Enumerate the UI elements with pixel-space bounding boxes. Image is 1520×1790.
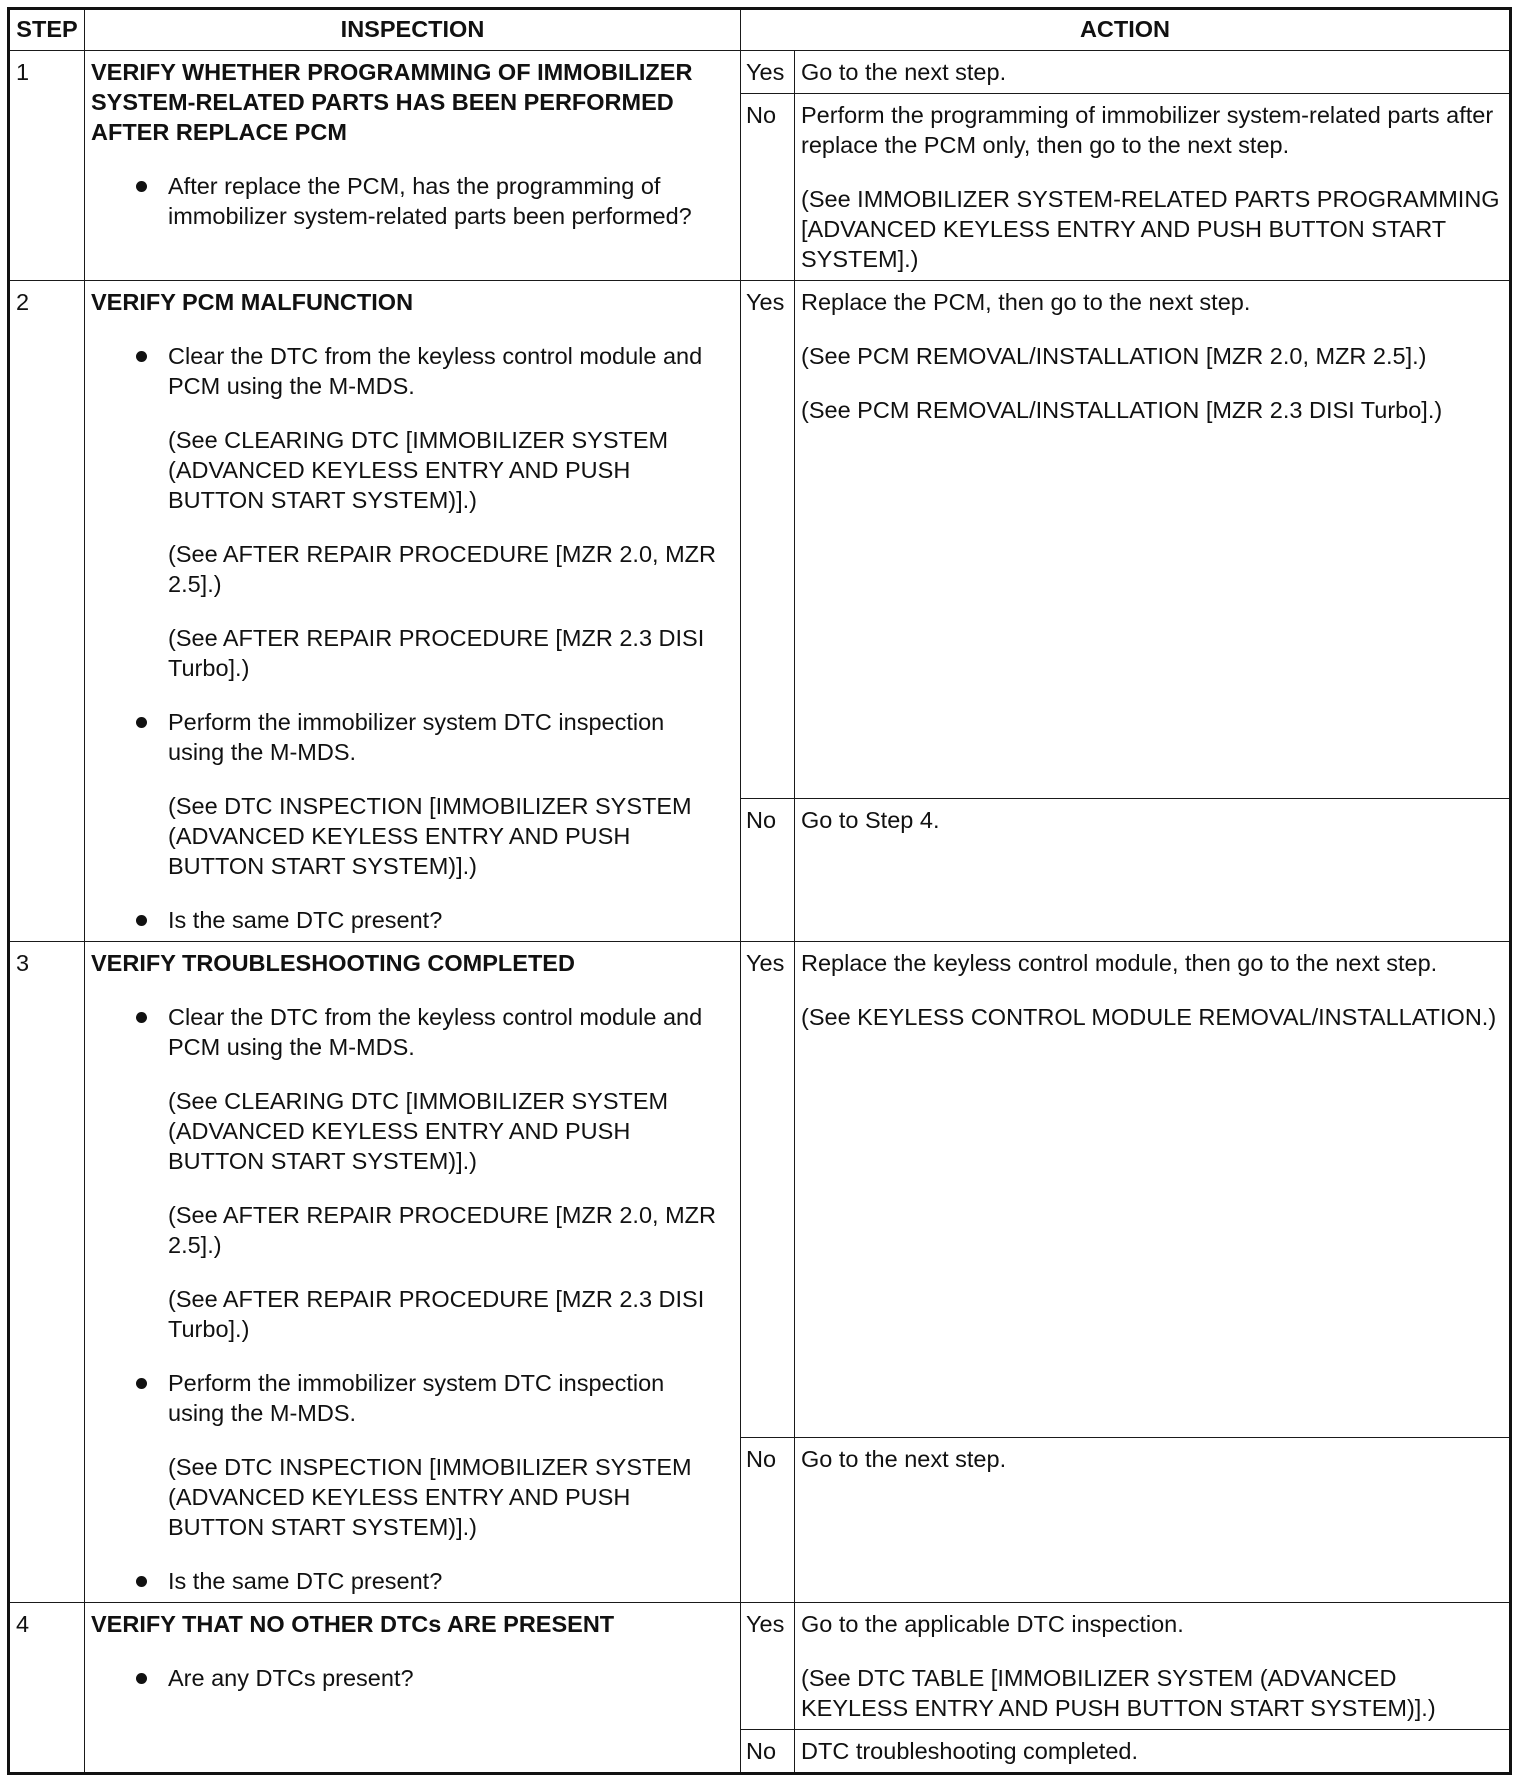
bullet-icon [136, 181, 147, 192]
step-number: 2 [9, 281, 85, 942]
inspection-item [91, 1663, 734, 1693]
inspection-item [91, 171, 734, 231]
action-text: Replace the keyless control module, then go to the next step. [801, 950, 1438, 976]
inspection-item [91, 1368, 734, 1428]
no-label: No [741, 1438, 795, 1603]
inspection-title: VERIFY WHETHER PROGRAMMING OF IMMOBILIZER SYSTEM-RELATED PARTS HAS BEEN PERFORMED AFTER REPLACE PCM [91, 59, 693, 145]
no-action [795, 1730, 1511, 1774]
inspection-reference: (See AFTER REPAIR PROCEDURE [MZR 2.0, MZR 2.5].) [168, 541, 716, 597]
step-number: 3 [9, 942, 85, 1603]
inspection-cell [85, 942, 741, 1603]
bullet-icon [136, 915, 147, 926]
action-text: DTC troubleshooting completed. [801, 1738, 1139, 1764]
bullet-icon [136, 351, 147, 362]
no-label: No [741, 1730, 795, 1774]
bullet-icon [136, 717, 147, 728]
inspection-reference: (See CLEARING DTC [IMMOBILIZER SYSTEM (ADVANCED KEYLESS ENTRY AND PUSH BUTTON START SYSTEM)].) [168, 1088, 669, 1174]
inspection-title: VERIFY TROUBLESHOOTING COMPLETED [91, 950, 575, 976]
inspection-reference: (See AFTER REPAIR PROCEDURE [MZR 2.3 DISI Turbo].) [168, 1286, 705, 1342]
inspection-item-text: Is the same DTC present? [168, 1568, 443, 1594]
no-action [795, 1438, 1511, 1603]
inspection-reference: (See CLEARING DTC [IMMOBILIZER SYSTEM (ADVANCED KEYLESS ENTRY AND PUSH BUTTON START SYSTEM)].) [168, 427, 669, 513]
inspection-reference: (See DTC INSPECTION [IMMOBILIZER SYSTEM (ADVANCED KEYLESS ENTRY AND PUSH BUTTON START SYSTEM)].) [168, 1454, 692, 1540]
inspection-reference: (See AFTER REPAIR PROCEDURE [MZR 2.0, MZR 2.5].) [168, 1202, 716, 1258]
inspection-reference: (See AFTER REPAIR PROCEDURE [MZR 2.3 DISI Turbo].) [168, 625, 705, 681]
table-row [9, 1603, 1511, 1730]
inspection-cell [85, 1603, 741, 1774]
inspection-item-text: After replace the PCM, has the programming of immobilizer system-related parts been performed? [168, 173, 692, 229]
step-number: 1 [9, 51, 85, 281]
action-text: (See IMMOBILIZER SYSTEM-RELATED PARTS PROGRAMMING [ADVANCED KEYLESS ENTRY AND PUSH BUTTON START SYSTEM].) [801, 186, 1500, 272]
table-row [9, 51, 1511, 94]
inspection-item [91, 341, 734, 401]
bullet-icon [136, 1673, 147, 1684]
step-number: 4 [9, 1603, 85, 1774]
action-text: (See DTC TABLE [IMMOBILIZER SYSTEM (ADVANCED KEYLESS ENTRY AND PUSH BUTTON START SYSTEM)].) [801, 1665, 1436, 1721]
inspection-item-text: Is the same DTC present? [168, 907, 443, 933]
inspection-item-text: Clear the DTC from the keyless control module and PCM using the M-MDS. [168, 343, 703, 399]
header-row [9, 9, 1511, 51]
action-text: Go to Step 4. [801, 807, 940, 834]
yes-label: Yes [741, 942, 795, 1438]
table-body [9, 51, 1511, 1774]
yes-label: Yes [741, 51, 795, 94]
yes-label: Yes [741, 1603, 795, 1730]
inspection-reference: (See DTC INSPECTION [IMMOBILIZER SYSTEM (ADVANCED KEYLESS ENTRY AND PUSH BUTTON START SYSTEM)].) [168, 793, 692, 879]
inspection-item [91, 1566, 734, 1596]
yes-action [795, 1603, 1511, 1730]
yes-action [795, 281, 1511, 799]
inspection-cell [85, 51, 741, 281]
no-action [795, 799, 1511, 942]
inspection-item-text: Perform the immobilizer system DTC inspection using the M-MDS. [168, 709, 665, 765]
inspection-item [91, 707, 734, 767]
action-text: Go to the next step. [801, 59, 1007, 85]
action-text: (See KEYLESS CONTROL MODULE REMOVAL/INSTALLATION.) [801, 1004, 1497, 1030]
table-row [9, 942, 1511, 1438]
yes-label: Yes [741, 281, 795, 799]
bullet-icon [136, 1012, 147, 1023]
inspection-item-text: Perform the immobilizer system DTC inspection using the M-MDS. [168, 1370, 665, 1426]
inspection-item [91, 905, 734, 935]
inspection-item-text: Are any DTCs present? [168, 1665, 414, 1691]
no-label: No [741, 799, 795, 942]
inspection-title: VERIFY THAT NO OTHER DTCs ARE PRESENT [91, 1611, 615, 1637]
action-text: Perform the programming of immobilizer system-related parts after replace the PCM only, then go to the next step. [801, 102, 1494, 158]
inspection-title: VERIFY PCM MALFUNCTION [91, 289, 414, 315]
troubleshooting-table [7, 7, 1512, 1775]
bullet-icon [136, 1576, 147, 1587]
inspection-item [91, 1002, 734, 1062]
action-text: Go to the next step. [801, 1446, 1007, 1473]
no-action [795, 94, 1511, 281]
action-text: Go to the applicable DTC inspection. [801, 1611, 1184, 1637]
yes-action [795, 51, 1511, 94]
inspection-item-text: Clear the DTC from the keyless control module and PCM using the M-MDS. [168, 1004, 703, 1060]
action-text: Replace the PCM, then go to the next step. [801, 289, 1251, 315]
step-header: STEP [9, 9, 85, 51]
no-label: No [741, 94, 795, 281]
bullet-icon [136, 1378, 147, 1389]
action-text: (See PCM REMOVAL/INSTALLATION [MZR 2.3 DISI Turbo].) [801, 397, 1443, 423]
inspection-header: INSPECTION [85, 9, 741, 51]
inspection-cell [85, 281, 741, 942]
action-text: (See PCM REMOVAL/INSTALLATION [MZR 2.0, MZR 2.5].) [801, 343, 1427, 369]
table-row [9, 281, 1511, 799]
action-header: ACTION [741, 9, 1511, 51]
yes-action [795, 942, 1511, 1438]
